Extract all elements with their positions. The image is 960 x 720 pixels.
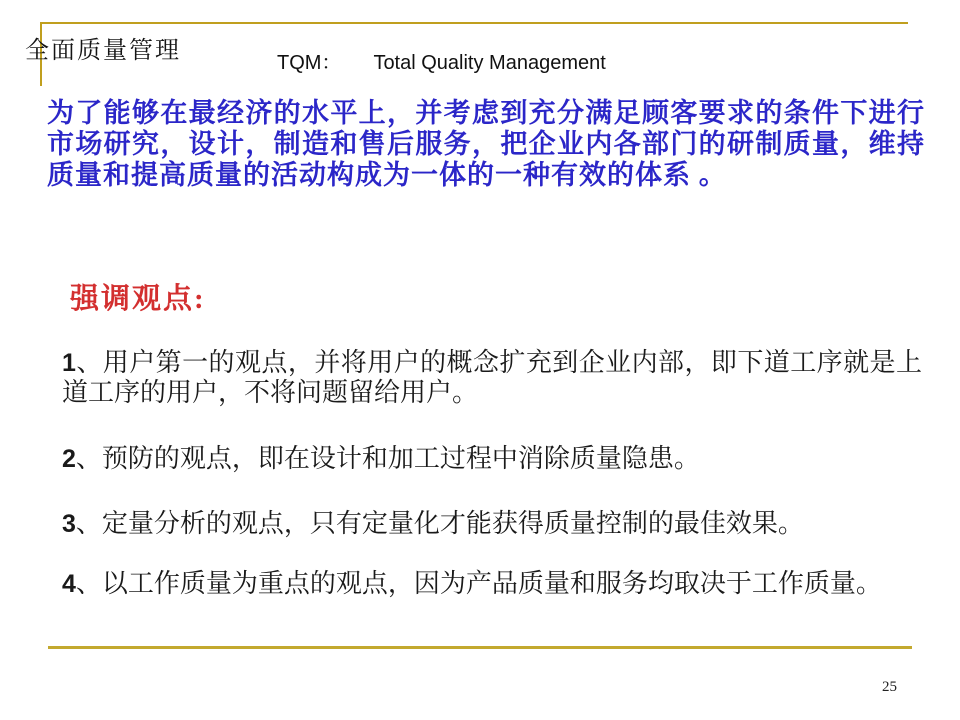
tqm-full-text: Total Quality Management bbox=[373, 52, 606, 74]
bottom-accent-line bbox=[48, 646, 912, 649]
list-item-text: 定量分析的观点，只有定量化才能获得质量控制的最佳效果。 bbox=[101, 509, 804, 538]
list-item-number: 1 bbox=[62, 349, 76, 377]
list-item-number: 2 bbox=[62, 445, 76, 473]
list-item-number: 3 bbox=[62, 510, 76, 538]
slide-title: 全面质量管理 bbox=[25, 38, 181, 64]
list-item-text: 用户第一的观点，并将用户的概念扩充到企业内部，即下道工序就是上道工序的用户，不将问题留给用户。 bbox=[62, 348, 922, 407]
tqm-abbreviation: TQM： bbox=[277, 52, 342, 74]
list-item-number: 4 bbox=[62, 570, 76, 598]
list-item-text: 预防的观点，即在设计和加工过程中消除质量隐患。 bbox=[101, 444, 700, 473]
list-item-separator: 、 bbox=[75, 509, 102, 538]
list-item-4 bbox=[62, 569, 922, 599]
list-item-separator: 、 bbox=[75, 444, 102, 473]
list-item-2 bbox=[62, 444, 922, 474]
list-item-separator: 、 bbox=[75, 348, 103, 377]
top-accent-line bbox=[40, 22, 908, 24]
tqm-definition-paragraph: 为了能够在最经济的水平上，并考虑到充分满足顾客要求的条件下进行市场研究，设计，制造和售后服务，把企业内各部门的研制质量，维持质量和提高质量的活动构成为一体的一种有效的体系 。 bbox=[47, 98, 925, 190]
page-number: 25 bbox=[882, 679, 897, 695]
emphasis-heading: 强调观点: bbox=[70, 283, 206, 315]
tqm-subtitle bbox=[277, 46, 606, 75]
list-item-text: 以工作质量为重点的观点，因为产品质量和服务均取决于工作质量。 bbox=[101, 569, 882, 598]
list-item-separator: 、 bbox=[75, 569, 102, 598]
list-item-1 bbox=[62, 348, 922, 408]
list-item-3 bbox=[62, 509, 922, 539]
